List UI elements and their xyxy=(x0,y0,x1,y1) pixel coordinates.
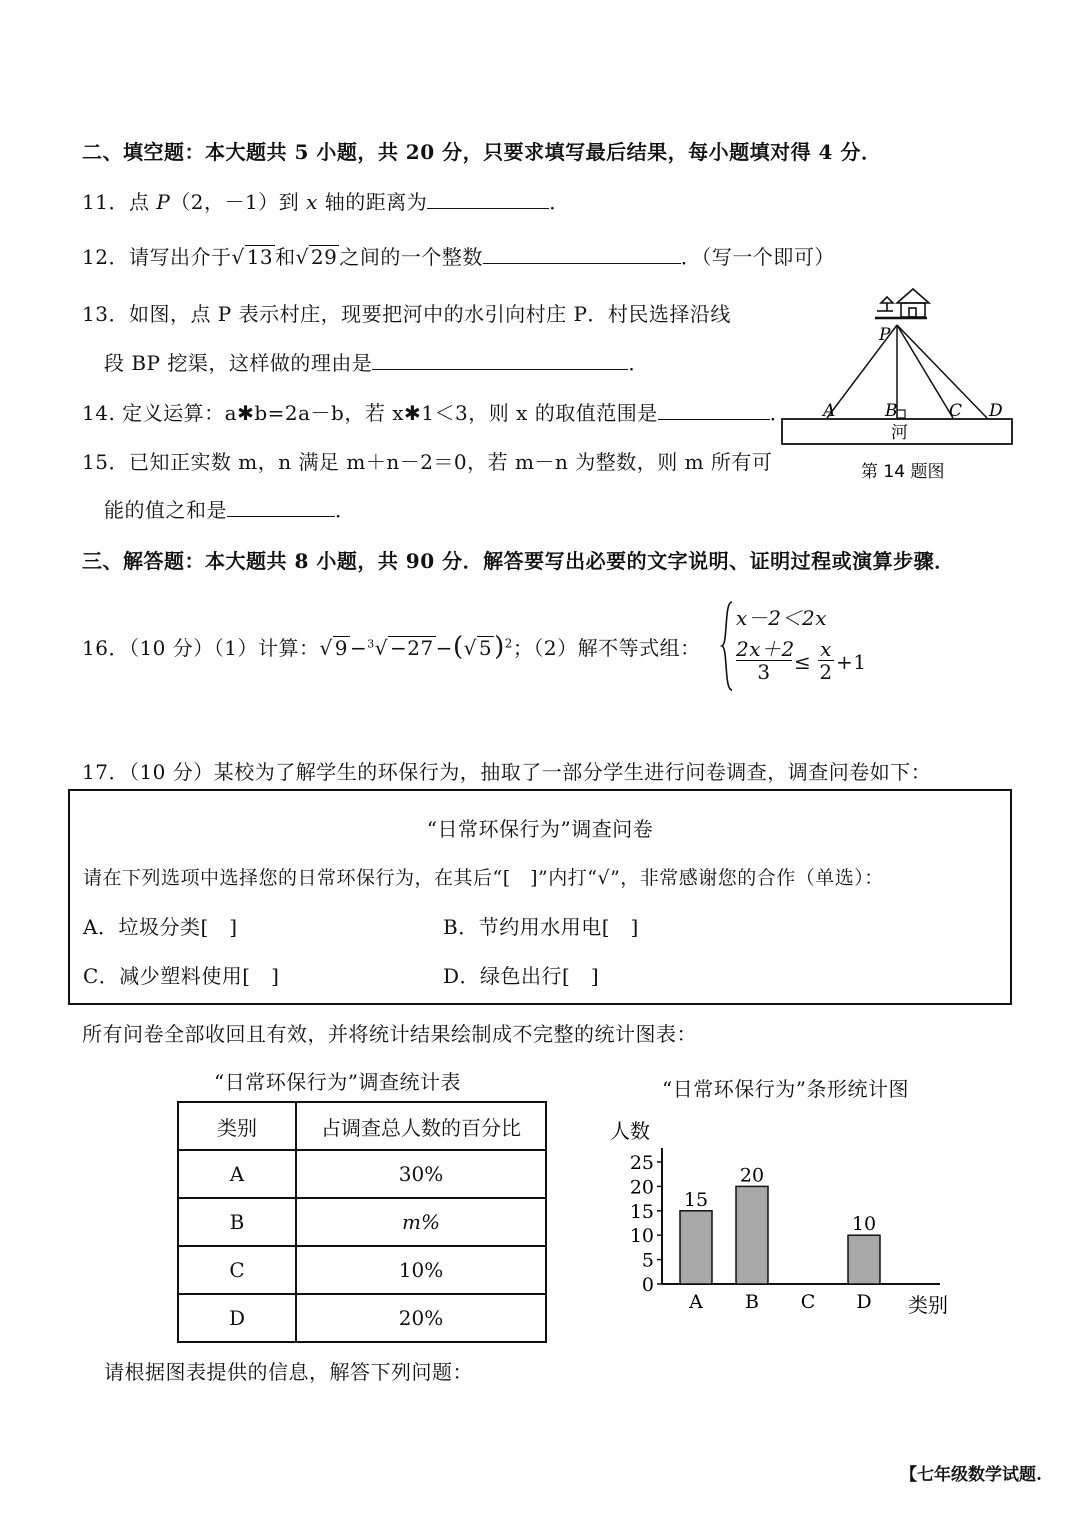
label-p: P xyxy=(879,325,891,345)
section2-heading: 二、填空题：本大题共 5 小题，共 20 分，只要求填写最后结果，每小题填对得 4 分． xyxy=(82,140,882,164)
q11-end: ． xyxy=(549,190,570,214)
q13-text: 段 BP 挖渠，这样做的理由是 xyxy=(104,351,373,375)
q15-answer-blank[interactable] xyxy=(227,498,335,517)
q16-minus2: − xyxy=(435,636,453,660)
results-text: 所有问卷全部收回且有效，并将统计结果绘制成不完整的统计图表： xyxy=(82,1022,697,1046)
sqrt-5: √ 5 xyxy=(463,636,493,660)
y-tick-label: 0 xyxy=(641,1274,654,1296)
label-c: C xyxy=(949,401,963,421)
inequality-1: x－2＜2x xyxy=(736,606,828,630)
option-a[interactable]: A．垃圾分类[ ] xyxy=(83,915,238,939)
q14-text: 14. 定义运算：a✱b=2a－b，若 x✱1＜3，则 x 的取值范围是 xyxy=(82,401,658,425)
q16-separator: ；（2）解不等式组： xyxy=(512,636,701,660)
option-b[interactable]: B．节约用水用电[ ] xyxy=(443,915,639,939)
y-tick-label: 10 xyxy=(629,1225,654,1248)
line-pc xyxy=(897,325,953,418)
fraction-1: 2x＋2 3 xyxy=(736,637,795,684)
table-title: “日常环保行为”调查统计表 xyxy=(214,1070,461,1094)
bar-chart xyxy=(600,1108,960,1323)
question-11 xyxy=(82,186,570,215)
section3-heading: 三、解答题：本大题共 8 小题，共 90 分．解答要写出必要的文字说明、证明过程或演算步骤． xyxy=(82,549,955,573)
figure-caption: 第 14 题图 xyxy=(861,462,945,482)
table-row xyxy=(178,1198,546,1246)
question-13-line1: 13．如图，点 P 表示村庄，现要把河中的水引向村庄 P．村民选择沿线 xyxy=(82,302,731,326)
q16-power: 2 xyxy=(504,636,513,651)
bar xyxy=(848,1235,880,1284)
le-sign: ≤ xyxy=(794,650,812,674)
chart-title: “日常环保行为”条形统计图 xyxy=(662,1077,909,1101)
q11-text-e: 轴的距离为 xyxy=(317,190,428,214)
inequality-system xyxy=(720,600,920,692)
q16-minus1: − xyxy=(349,636,368,660)
survey-title: “日常环保行为”调查问卷 xyxy=(426,817,654,841)
q15-end: ． xyxy=(335,498,356,522)
statistics-table xyxy=(177,1101,547,1343)
q12-text-c: 之间的一个整数 xyxy=(339,245,483,269)
question-13-line2 xyxy=(104,347,649,376)
cbrt-neg27: $^3$√ −27 xyxy=(367,636,434,660)
question-15-line1: 15．已知正实数 m，n 满足 m＋n－2＝0，若 m－n 为整数，则 m 所有可 xyxy=(82,450,773,474)
bar xyxy=(736,1186,768,1284)
label-b: B xyxy=(885,401,898,421)
table-cell-category: C xyxy=(178,1246,296,1294)
q12-answer-blank[interactable] xyxy=(483,245,681,264)
table-row xyxy=(178,1246,546,1294)
table-cell-percent: 20% xyxy=(296,1294,546,1342)
label-a: A xyxy=(823,401,836,421)
q11-answer-blank[interactable] xyxy=(427,190,549,209)
option-d[interactable]: D．绿色出行[ ] xyxy=(443,964,600,988)
q13-answer-blank[interactable] xyxy=(372,351,628,370)
table-header-row xyxy=(178,1102,546,1150)
table-cell-percent: m% xyxy=(296,1198,546,1246)
plus-one: +1 xyxy=(836,650,867,674)
q14-answer-blank[interactable] xyxy=(658,401,770,420)
q16-number: 16．（10 分）（1）计算： xyxy=(82,636,320,660)
y-tick-label: 15 xyxy=(629,1200,654,1223)
right-angle-mark xyxy=(897,410,905,418)
table-header-category: 类别 xyxy=(178,1102,296,1150)
answer-prompt: 请根据图表提供的信息，解答下列问题： xyxy=(104,1360,473,1384)
table-cell-category: D xyxy=(178,1294,296,1342)
y-tick-label: 25 xyxy=(629,1152,654,1174)
y-tick-label: 5 xyxy=(641,1249,654,1272)
q12-text-a: 请写出介于 xyxy=(128,245,232,269)
table-cell-category: A xyxy=(178,1150,296,1198)
table-header-percent: 占调查总人数的百分比 xyxy=(296,1102,546,1150)
x-tick-label: D xyxy=(856,1291,872,1313)
house-icon xyxy=(875,289,929,318)
label-d: D xyxy=(989,401,1003,421)
q12-number: 12． xyxy=(82,245,129,269)
q11-number: 11． xyxy=(82,190,129,214)
option-c[interactable]: C．减少塑料使用[ ] xyxy=(83,964,280,988)
q12-text-b: 和 xyxy=(275,245,296,269)
river-village-figure xyxy=(775,285,1025,485)
q15-text: 能的值之和是 xyxy=(104,498,227,522)
table-cell-percent: 10% xyxy=(296,1246,546,1294)
q11-var-x: x xyxy=(306,190,318,214)
label-river: 河 xyxy=(891,423,908,443)
q13-end: ． xyxy=(628,351,649,375)
bar xyxy=(680,1211,712,1284)
sqrt-13: √ 13 xyxy=(231,245,274,269)
q11-text-c: （2，－1）到 xyxy=(170,190,307,214)
q11-var-p: P xyxy=(156,190,171,214)
line-pd xyxy=(897,325,987,418)
question-12 xyxy=(82,241,835,270)
question-17-intro: 17．（10 分）某校为了解学生的环保行为，抽取了一部分学生进行问卷调查，调查问卷如下： xyxy=(82,760,932,784)
table-row xyxy=(178,1150,546,1198)
x-tick-label: A xyxy=(689,1291,703,1313)
x-tick-label: B xyxy=(745,1291,759,1313)
sqrt-9: √ 9 xyxy=(319,636,348,660)
footer-label: 【七年级数学试题. xyxy=(900,1465,1042,1485)
table-cell-percent: 30% xyxy=(296,1150,546,1198)
q12-end: ．（写一个即可） xyxy=(680,245,835,269)
x-axis-label: 类别 xyxy=(908,1293,948,1317)
question-15-line2 xyxy=(104,494,356,523)
table-cell-category: B xyxy=(178,1198,296,1246)
table-row xyxy=(178,1294,546,1342)
fraction-2: x 2 xyxy=(819,637,833,684)
data-label: 10 xyxy=(851,1213,877,1236)
question-14 xyxy=(82,397,790,426)
survey-instructions: 请在下列选项中选择您的日常环保行为，在其后“[ ]”内打“√”，非常感谢您的合作（单选）： xyxy=(83,867,884,889)
data-label: 15 xyxy=(683,1188,709,1211)
data-label: 20 xyxy=(739,1164,765,1187)
question-16: 16．（10 分）（1）计算：√ 9 −$^3$√ −27 −(√ 5)$^2$；（2）解不等式组： xyxy=(82,632,701,662)
y-axis-label: 人数 xyxy=(610,1119,650,1143)
sqrt-29: √ 29 xyxy=(295,245,338,269)
q11-text-a: 点 xyxy=(128,190,157,214)
q14-end: ． xyxy=(769,401,791,425)
brace-icon xyxy=(720,600,736,692)
x-tick-label: C xyxy=(800,1291,816,1313)
survey-box xyxy=(68,789,1012,1005)
y-tick-label: 20 xyxy=(629,1176,654,1199)
